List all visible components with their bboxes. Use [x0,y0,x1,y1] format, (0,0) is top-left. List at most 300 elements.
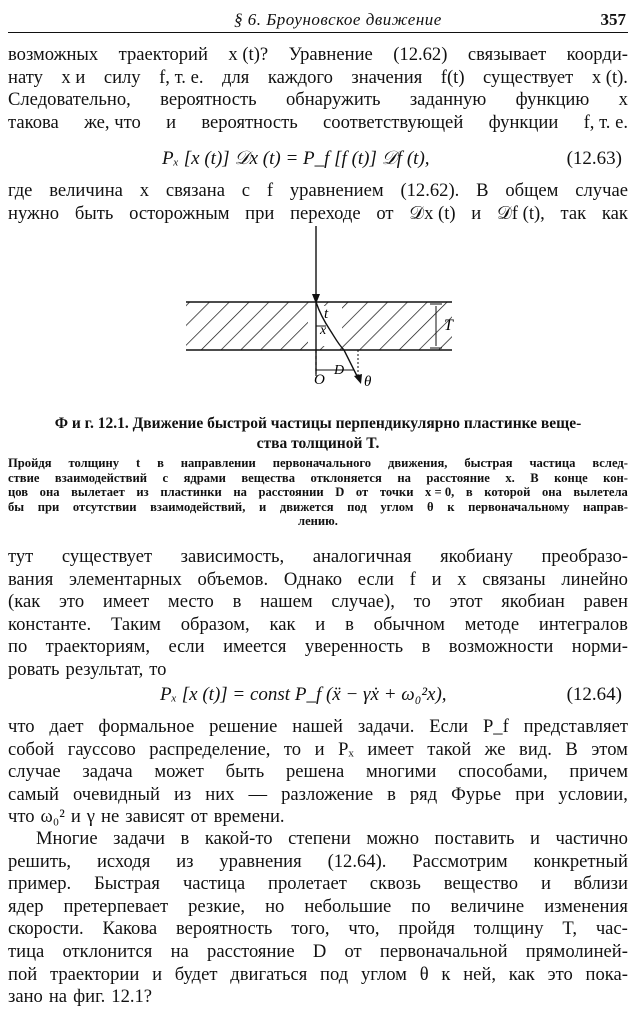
word: сквозь [369,873,421,895]
word: первоначальной [379,940,508,962]
word: ядер [8,895,44,917]
word: D [312,940,327,962]
word: способами, [458,761,548,783]
word: имеет [367,738,414,760]
caption-title-line-2: ства толщиной T. [256,435,380,452]
word: расстояние [207,940,295,962]
word: x [139,180,150,201]
word: направ- [583,499,628,514]
text-line [8,896,628,919]
caption-title-line-1: Ф и г. 12.1. Движение быстрой частицы перпендикулярно пластинке веще- [54,415,582,432]
word: что [8,716,35,737]
word: вещества [241,470,296,485]
text-line [8,546,628,569]
text-line [8,716,628,739]
equation-number: (12.63) [566,148,622,169]
word: то [413,591,431,613]
word: аналогичная [312,546,412,567]
word: возможности [448,636,554,658]
word: она [541,485,562,500]
word: углом [380,499,414,514]
word: коорди- [566,44,628,65]
word: (12.62) [393,44,448,65]
word: то [149,658,167,680]
text-line [8,67,628,90]
word: цов [8,485,29,500]
word: Следовательно, [8,89,131,111]
word: величина [49,180,123,201]
word: расстоянии [258,485,324,500]
text-line [8,636,628,659]
equation-formula: Pₓ [x (t)] 𝒟x (t) = P_f [f (t)] 𝒟f (t), [162,148,430,169]
running-head: § 6. Броуновское движение [234,10,442,29]
word: где [8,180,33,201]
word: конкретный [533,850,628,872]
word: это [547,963,573,985]
word: при [37,499,60,514]
word: возможных [8,44,99,65]
word: скорости. [8,918,84,940]
word: f(t) [440,66,465,88]
word: от [355,485,369,500]
word: этом [591,738,628,760]
word: ней, [463,963,497,985]
word: тут [8,546,34,567]
word: вероятность [175,918,273,940]
word: равен [583,591,628,613]
word: степени [288,828,351,849]
caption-line [8,500,628,515]
word: взаимодействий, [150,499,246,514]
word: силу [103,66,141,88]
word: причем [569,761,628,783]
word: конце [554,470,588,485]
text-line [8,180,628,203]
header-rule [8,32,628,33]
word: x. [505,470,515,485]
word: f, т. е. [583,111,628,133]
word: место [167,591,214,613]
word: связаны [482,568,546,590]
word: норми- [571,636,628,658]
word: функции [488,111,559,133]
word: от [376,202,394,224]
word: ровать [8,658,60,680]
word: задача [82,761,133,783]
word: заданную [409,89,487,111]
word: очевидный [72,783,160,805]
word: пролетает [268,873,347,895]
word: В [565,738,578,760]
word: имеется [223,636,287,658]
word: 𝒟f (t), [496,202,545,224]
word: (12.62). [400,180,460,201]
word: Какова [102,918,158,940]
word: ствие [8,470,40,485]
word: нашей [292,716,343,737]
word: час- [595,918,628,940]
word: от [190,806,208,828]
word: частично [555,828,628,849]
word: но [265,895,285,917]
word: и [529,828,540,849]
word: результат, [65,658,144,680]
word: уравнения [219,850,302,872]
label-D: D [334,363,345,378]
text-line [8,941,628,964]
word: в [180,828,190,849]
word: t [136,456,141,470]
label-x: x [320,323,327,338]
word: величине [450,895,525,917]
word: будет [174,963,218,985]
figure-caption-title [8,414,628,454]
word: это [58,591,85,613]
word: и [541,873,551,895]
text-line [8,828,628,851]
word: Пройдя [8,456,52,470]
word: первоначальному [468,499,570,514]
word: Рассмотрим [412,850,508,872]
text-line [8,986,628,1009]
word: вещество [443,873,519,895]
paragraph-3 [8,546,628,682]
word: как [601,202,628,224]
word: отклоняется [310,470,382,485]
word: движется [279,499,334,514]
word: существует [483,66,574,88]
word: соответствующей [323,111,464,133]
word: на [170,940,189,962]
word: к [441,963,451,985]
word: f, т. е. [159,66,204,88]
word: то [283,738,302,760]
word: как [508,963,535,985]
word: ω₀² [40,806,65,828]
word: f [409,568,416,590]
word: Однако [283,568,343,590]
word: Быстрая [94,873,160,895]
word: уравнением [289,180,384,201]
word: частица [182,873,246,895]
word: существует [61,546,153,567]
word: представляет [523,716,628,737]
word: первоначального [272,456,372,470]
word: в [387,783,396,805]
word: не [101,806,120,828]
word: отсутствии [72,499,137,514]
word: же [484,738,506,760]
word: условии, [558,783,628,805]
word: и [166,111,177,133]
word: которой [484,485,531,500]
word: T, [562,918,577,940]
word: разложение [281,783,374,805]
word: если [357,568,394,590]
word: В [476,180,489,201]
word: случае), [331,591,395,613]
word: задачи [113,828,166,849]
word: при [515,783,545,805]
word: самый [8,783,59,805]
word: пластинки [160,485,222,500]
word: x (t)? [228,44,269,65]
figure-diagram [186,226,472,406]
word: них [205,783,235,805]
word: на [48,986,68,1008]
word: зано [8,986,43,1008]
word: x [618,89,628,111]
word: прямолиней- [525,940,628,962]
word: связана [165,180,225,201]
word: точки [379,485,414,500]
word: Многие [36,828,98,849]
text-line [8,89,628,112]
word: зависят [125,806,185,828]
word: может [154,761,204,783]
text-line [8,44,628,67]
figure-12-1 [186,226,472,406]
word: уверенность [304,636,404,658]
word: и [152,963,163,985]
word: можно [366,828,420,849]
word: лению. [298,514,338,529]
word: якобиан [501,591,565,613]
word: линейно [561,568,628,590]
word: этот [449,591,483,613]
word: отклонится [62,940,153,962]
word: и [70,806,81,828]
word: собой [8,738,55,760]
word: к [447,499,455,514]
label-O: O [314,372,325,388]
word: каждого [267,66,333,88]
caption-line [8,485,628,500]
word: что [8,806,35,828]
word: обычном [373,613,445,635]
word: P_f [482,716,509,737]
word: случае [575,180,628,201]
word: элементарных [68,568,182,590]
text-line [8,851,628,874]
word: траекторий [118,44,208,65]
word: x [457,568,467,590]
word: γ [86,806,95,828]
word: вылетает [71,485,125,500]
text-line [8,873,628,896]
word: она [39,485,60,500]
page-header [8,6,628,36]
word: x = 0, [425,485,455,500]
word: θ [427,499,434,514]
word: фиг. [73,986,106,1008]
word: осторожным [129,202,230,224]
word: пройдя [398,918,455,940]
word: с [241,180,251,201]
text-line [8,203,628,226]
word: кон- [603,470,628,485]
word: задачи. [357,716,415,737]
text-line [8,591,628,614]
word: от [344,940,362,962]
word: толщину [473,918,544,940]
word: вероятность [160,89,257,111]
word: функцию [515,89,590,111]
label-t: t [324,306,329,322]
word: как [269,613,296,635]
word: быть [74,202,114,224]
word: значения [351,66,423,88]
word: при [245,202,275,224]
word: и [431,568,442,590]
word: многими [366,761,437,783]
word: якобиану [440,546,513,567]
word: переходе [290,202,361,224]
word: же, что [84,111,141,133]
word: и [471,202,482,224]
word: времени. [213,806,285,828]
text-line [8,739,628,762]
word: имеет [102,591,150,613]
word: тица [8,940,45,962]
word: в [345,613,354,635]
word: пока- [585,963,628,985]
word: D [335,485,345,500]
word: связывает [467,44,547,65]
word: нату [8,66,43,88]
word: интегралов [538,613,628,635]
word: ряд [409,783,438,805]
word: из [173,783,192,805]
word: вероятность [201,111,298,133]
word: вания [8,568,54,590]
word: в [232,591,242,613]
text-line [8,918,628,941]
paragraph-2 [8,180,628,225]
word: по [411,895,431,917]
word: решить, [8,850,72,872]
word: решена [285,761,345,783]
word: что, [348,918,380,940]
word: в [421,636,431,658]
text-line [8,112,628,135]
word: Если [429,716,469,737]
word: дает [49,716,84,737]
word: на [233,485,247,500]
word: траектории [49,963,140,985]
word: — [248,783,268,805]
equation-number: (12.64) [566,684,622,705]
text-line [8,761,628,784]
equation-12-63 [8,148,628,174]
word: бы [8,499,25,514]
word: претерпевает [63,895,169,917]
word: углом [360,963,407,985]
word: константе. [8,613,92,635]
caption-line [8,471,628,486]
word: объемов. [197,568,269,590]
text-line [8,964,628,987]
word: изменения [544,895,628,917]
word: частица [529,456,576,470]
text-line [8,614,628,637]
word: такой [427,738,472,760]
word: Уравнение [288,44,373,65]
word: нужно [8,202,60,224]
word: зависимость, [180,546,285,567]
figure-caption-body [8,456,628,529]
text-line [8,569,628,592]
word: того, [291,918,330,940]
label-theta: θ [364,374,372,390]
paragraph-4 [8,716,628,829]
word: расстояние [426,470,490,485]
word: вслед- [592,456,628,470]
word: и [315,613,326,635]
text-line [8,806,628,829]
word: взаимодействий [54,470,147,485]
word: Фурье [451,783,502,805]
text-line [8,659,628,682]
word: формальное [98,716,195,737]
word: движения, [388,456,448,470]
word: образом, [180,613,250,635]
word: быстрая [464,456,513,470]
equation-12-64 [8,684,628,710]
word: с [162,470,169,485]
word: гауссово [67,738,136,760]
word: резкие, [188,895,246,917]
label-T: T [444,317,453,334]
word: из [176,850,194,872]
page-number: 357 [600,10,626,29]
word: преобразо- [541,546,628,567]
word: под [320,963,349,985]
caption-line [8,514,628,529]
word: решение [209,716,278,737]
word: вылетела [573,485,628,500]
word: вид. [519,738,552,760]
word: небольшие [304,895,392,917]
word: по [8,636,28,658]
word: так [560,202,587,224]
word: двигаться [230,963,308,985]
word: для [222,66,250,88]
word: Pₓ [338,738,354,760]
word: такова [8,111,59,133]
word: в [465,485,473,500]
word: x (t). [591,66,628,88]
paragraph-5 [8,828,628,1009]
word: нашем [260,591,313,613]
word: направлении [180,456,256,470]
word: на [397,470,411,485]
word: Таким [111,613,161,635]
word: быть [225,761,265,783]
word: (как [8,591,41,613]
word: исходя [96,850,151,872]
word: В [530,470,539,485]
word: пример. [8,873,72,895]
word: f [266,180,274,201]
word: обнаружить [285,89,381,111]
word: 𝒟x (t) [409,202,456,224]
word: если [168,636,205,658]
word: пой [8,963,38,985]
word: методе [464,613,520,635]
word: x и [61,66,86,88]
word: поставить [434,828,515,849]
